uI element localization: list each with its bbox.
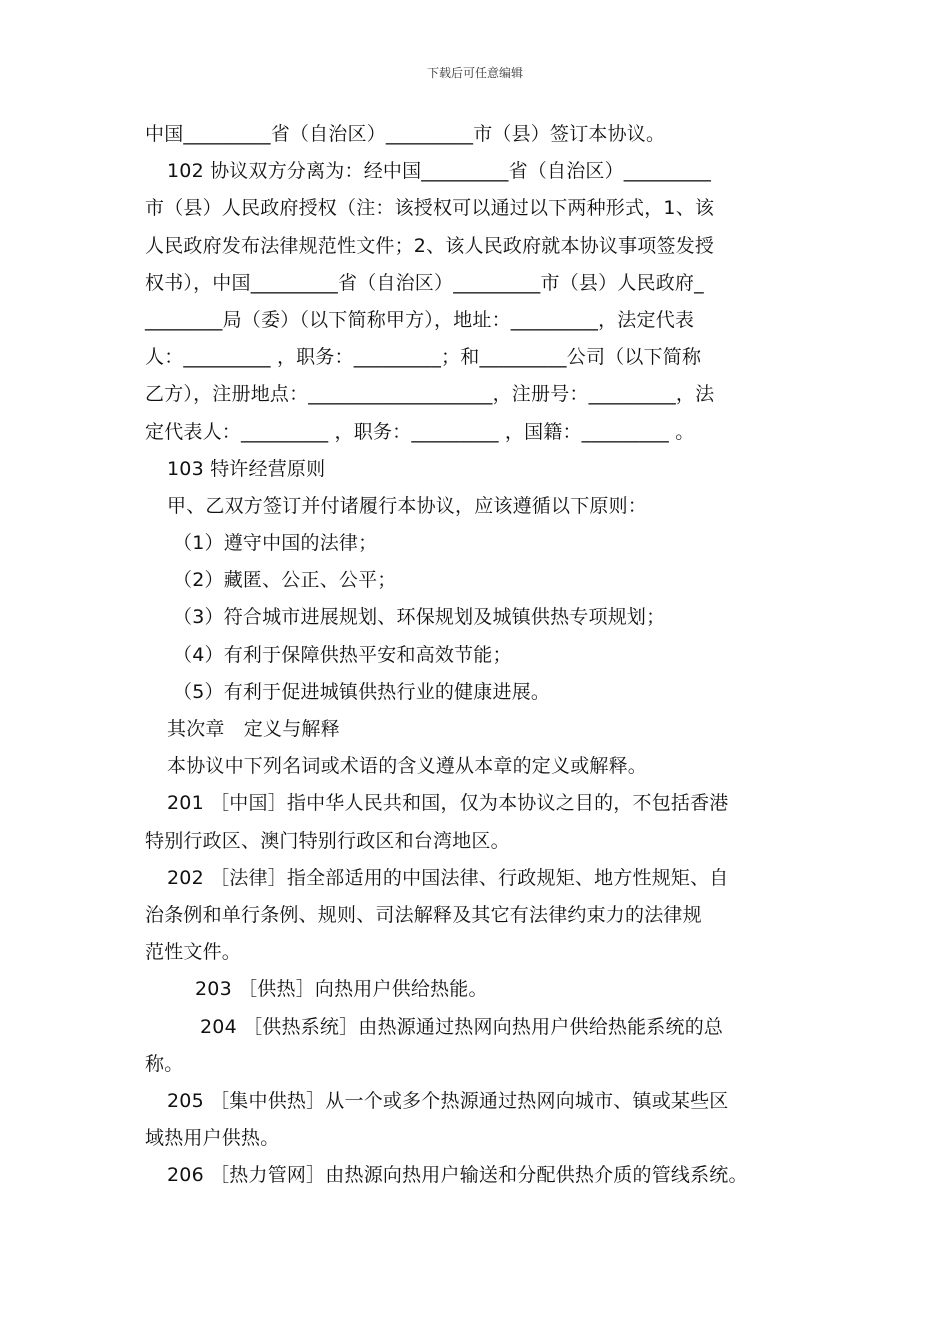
text-line: 域热用户供热。 [145, 1127, 280, 1150]
principle-item: （4）有利于保障供热平安和高效节能； [173, 643, 512, 666]
principle-item: （5）有利于促进城镇供热行业的健康进展。 [173, 680, 551, 703]
clause-203-line: 203 ［供热］向热用户供给热能。 [195, 978, 488, 1001]
clause-102-line: 102 协议双方分离为：经中国_________省（自治区）_________ [167, 160, 712, 183]
clause-206-line: 206 ［热力管网］由热源向热用户输送和分配供热介质的管线系统。 [167, 1164, 748, 1187]
clause-202-line: 202 ［法律］指全部适用的中国法律、行政规矩、地方性规矩、自 [167, 866, 729, 889]
principle-item: （2）藏匿、公正、公平； [173, 569, 397, 592]
chapter-heading: 其次章 定义与解释 [167, 718, 340, 740]
principle-item: （3）符合城市进展规划、环保规划及城镇供热专项规划； [173, 606, 666, 629]
clause-204-line: 204 ［供热系统］由热源通过热网向热用户供给热能系统的总 [200, 1015, 724, 1038]
text-line: 甲、乙双方签订并付诸履行本协议，应该遵循以下原则： [167, 494, 648, 517]
text-line: ________局（委）（以下简称甲方），地址：_________，法定代表 [145, 308, 695, 331]
clause-205-line: 205 ［集中供热］从一个或多个热源通过热网向城市、镇或某些区 [167, 1089, 729, 1112]
clause-103-heading: 103 特许经营原则 [167, 457, 326, 480]
text-line: 人民政府发布法律规范性文件；2、该人民政府就本协议事项签发授 [145, 234, 715, 257]
text-line: 治条例和单行条例、规则、司法解释及其它有法律约束力的法律规 [145, 903, 702, 926]
principle-item: （1）遵守中国的法律； [173, 532, 378, 555]
text-line: 称。 [145, 1052, 184, 1075]
text-line: 定代表人：_________ ，职务：_________ ，国籍：_________ 。 [145, 420, 695, 443]
page-header: 下载后可任意编辑 [426, 66, 523, 80]
text-line: 特别行政区、澳门特别行政区和台湾地区。 [145, 829, 510, 852]
text-line: 权书），中国_________省（自治区）_________市（县）人民政府_ [145, 271, 704, 294]
text-line: 市（县）人民政府授权（注：该授权可以通过以下两种形式，1、该 [145, 197, 715, 220]
text-line: 人：_________ ，职务：_________；和_________公司（以下简称 [145, 346, 702, 369]
text-line: 本协议中下列名词或术语的含义遵从本章的定义或解释。 [167, 755, 648, 778]
text-line: 中国_________省（自治区）_________市（县）签订本协议。 [145, 123, 666, 145]
clause-201-line: 201 ［中国］指中华人民共和国，仅为本协议之目的，不包括香港 [167, 792, 729, 815]
text-line: 范性文件。 [145, 941, 242, 964]
text-line: 乙方），注册地点：___________________，注册号：_________，法 [145, 383, 715, 406]
document-body [145, 116, 810, 1194]
